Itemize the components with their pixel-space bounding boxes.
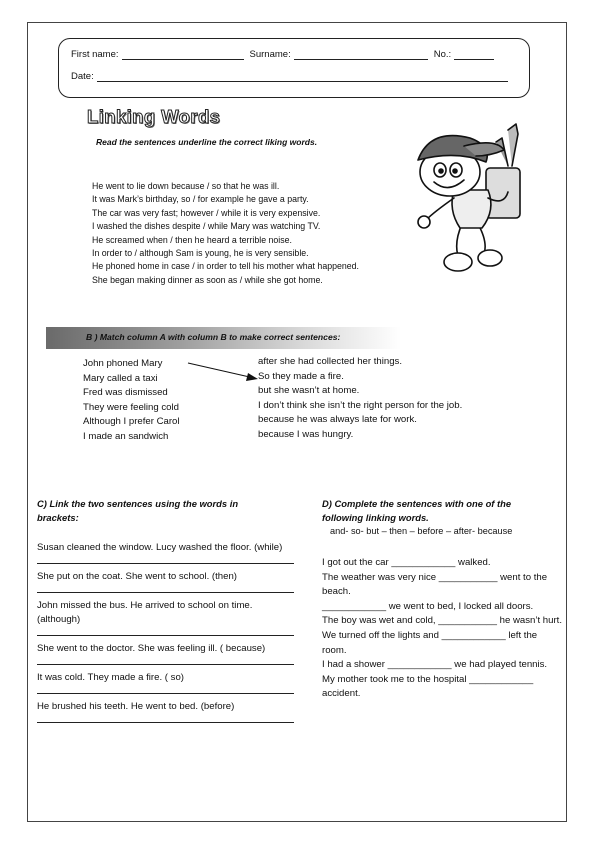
section-c-instruction: C) Link the two sentences using the words in brackets: <box>37 498 239 523</box>
column-b-item[interactable]: So they made a fire. <box>258 370 344 382</box>
exercise-item <box>37 541 295 564</box>
sentence-item[interactable]: She began making dinner as soon as / while she got home. <box>92 274 323 285</box>
sentence-item[interactable]: He screamed when / then he heard a terrible noise. <box>92 234 293 245</box>
exercise-prompt: Susan cleaned the window. Lucy washed the floor. (while) <box>37 542 283 553</box>
date-field[interactable] <box>97 72 508 82</box>
date-row <box>71 71 508 82</box>
exercise-prompt: She went to the doctor. She was feeling ill. ( because) <box>37 643 266 654</box>
sentence-item[interactable]: The car was very fast; however / while it is very expensive. <box>92 207 321 218</box>
exercise-item <box>37 599 295 636</box>
word-bank: and- so- but – then – before – after- because <box>330 526 513 536</box>
sentence-item[interactable]: In order to / although Sam is young, he is very sensible. <box>92 248 309 259</box>
column-a-item[interactable]: Fred was dismissed <box>83 387 168 399</box>
number-field[interactable] <box>454 50 494 60</box>
gap-fill-item[interactable]: I had a shower ____________ we had played tennis. <box>322 659 548 671</box>
column-a-list <box>83 357 180 445</box>
column-b-item[interactable]: I don’t think she isn’t the right person for the job. <box>258 399 463 411</box>
answer-line[interactable] <box>37 627 294 636</box>
gap-fill-item[interactable]: ____________ we went to bed, I locked all doors. <box>322 600 534 612</box>
answer-line[interactable] <box>37 714 294 723</box>
first-name-field[interactable] <box>122 50 244 60</box>
sentence-item[interactable]: It was Mark’s birthday, so / for example he gave a party. <box>92 194 309 205</box>
exercise-item <box>37 570 295 593</box>
answer-line[interactable] <box>37 584 294 593</box>
column-a-item[interactable]: They were feeling cold <box>83 401 179 413</box>
sentence-item[interactable]: He went to lie down because / so that he was ill. <box>92 181 280 191</box>
section-a-sentences <box>92 180 359 287</box>
gap-fill-item[interactable]: The weather was very nice ___________ went to the beach. <box>322 571 548 598</box>
number-label: No.: <box>433 49 452 60</box>
exercise-item <box>37 642 295 665</box>
surname-label: Surname: <box>249 49 291 60</box>
column-b-list <box>258 355 462 443</box>
column-a-item[interactable]: I made an sandwich <box>83 430 169 442</box>
section-c-exercises <box>37 541 295 729</box>
exercise-prompt: She put on the coat. She went to school. (then) <box>37 571 237 582</box>
column-b-item[interactable]: but she wasn’t at home. <box>258 385 360 397</box>
column-b-item[interactable]: because he was always late for work. <box>258 414 417 426</box>
section-d-exercises <box>322 556 562 702</box>
answer-line[interactable] <box>37 656 294 665</box>
column-a-item[interactable]: John phoned Mary <box>83 358 163 369</box>
section-b-instruction: B ) Match column A with column B to make correct sentences: <box>86 332 341 342</box>
sentence-item[interactable]: He phoned home in case / in order to tell his mother what happened. <box>92 261 360 272</box>
first-name-label: First name: <box>71 49 119 60</box>
gap-fill-item[interactable]: The boy was wet and cold, ___________ he wasn’t hurt. <box>322 615 563 627</box>
exercise-prompt: He brushed his teeth. He went to bed. (before) <box>37 701 235 712</box>
answer-line[interactable] <box>37 685 294 694</box>
exercise-prompt: John missed the bus. He arrived to school on time. (although) <box>37 600 253 625</box>
section-b-banner <box>46 327 401 349</box>
date-label: Date: <box>71 71 94 82</box>
name-row <box>71 49 494 60</box>
exercise-item <box>37 700 295 723</box>
worksheet-title: Linking Words <box>87 106 221 127</box>
column-a-item[interactable]: Although I prefer Carol <box>83 416 180 428</box>
column-b-item[interactable]: after she had collected her things. <box>258 356 402 367</box>
surname-field[interactable] <box>294 50 428 60</box>
section-d-instruction: D) Complete the sentences with one of the following linking words. <box>322 498 512 523</box>
column-a-item[interactable]: Mary called a taxi <box>83 372 158 384</box>
student-info-box <box>58 38 530 98</box>
exercise-prompt: It was cold. They made a fire. ( so) <box>37 672 184 683</box>
gap-fill-item[interactable]: My mother took me to the hospital ____________ accident. <box>322 673 534 700</box>
gap-fill-item[interactable]: We turned off the lights and ____________ left the room. <box>322 629 538 656</box>
answer-line[interactable] <box>37 555 294 564</box>
section-a-instruction: Read the sentences underline the correct liking words. <box>96 137 318 147</box>
gap-fill-item[interactable]: I got out the car ____________ walked. <box>322 557 491 568</box>
sentence-item[interactable]: I washed the dishes despite / while Mary was watching TV. <box>92 221 321 232</box>
cartoon-boy-illustration <box>404 120 536 278</box>
example-arrow-icon <box>186 361 262 383</box>
column-b-item[interactable]: because I was hungry. <box>258 428 354 440</box>
exercise-item <box>37 671 295 694</box>
